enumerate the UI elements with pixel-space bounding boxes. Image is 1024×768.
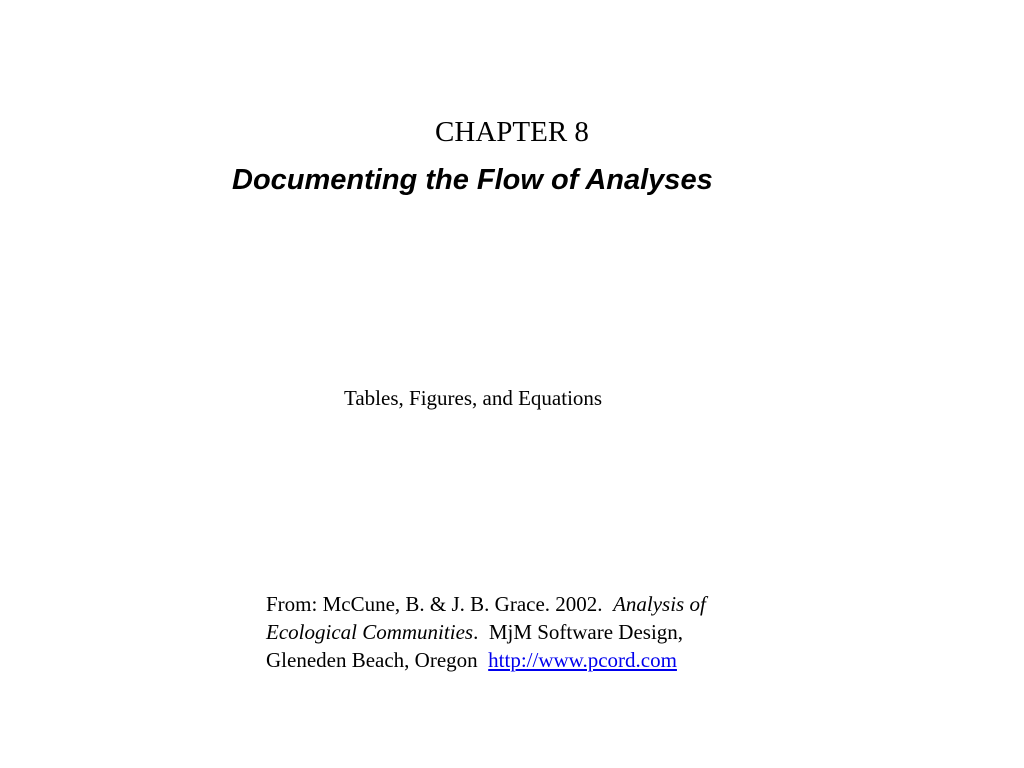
- citation-line-1: [266, 590, 826, 618]
- book-title-part-2: Ecological Communities: [266, 620, 474, 644]
- slide-subtitle: Tables, Figures, and Equations: [344, 386, 603, 410]
- citation: [266, 590, 826, 674]
- citation-publisher: . MjM Software Design,: [473, 620, 684, 644]
- chapter-title: Documenting the Flow of Analyses: [232, 164, 713, 196]
- chapter-label: [0, 114, 1024, 150]
- website-link[interactable]: http://www.pcord.com: [488, 648, 677, 672]
- book-title-part-1: Analysis of: [613, 592, 706, 616]
- citation-line-3: [266, 646, 826, 674]
- citation-line-2: [266, 618, 826, 646]
- citation-location: Gleneden Beach, Oregon: [266, 648, 489, 672]
- chapter-number: CHAPTER 8: [435, 116, 589, 148]
- citation-prefix: From: McCune, B. & J. B. Grace. 2002.: [266, 592, 614, 616]
